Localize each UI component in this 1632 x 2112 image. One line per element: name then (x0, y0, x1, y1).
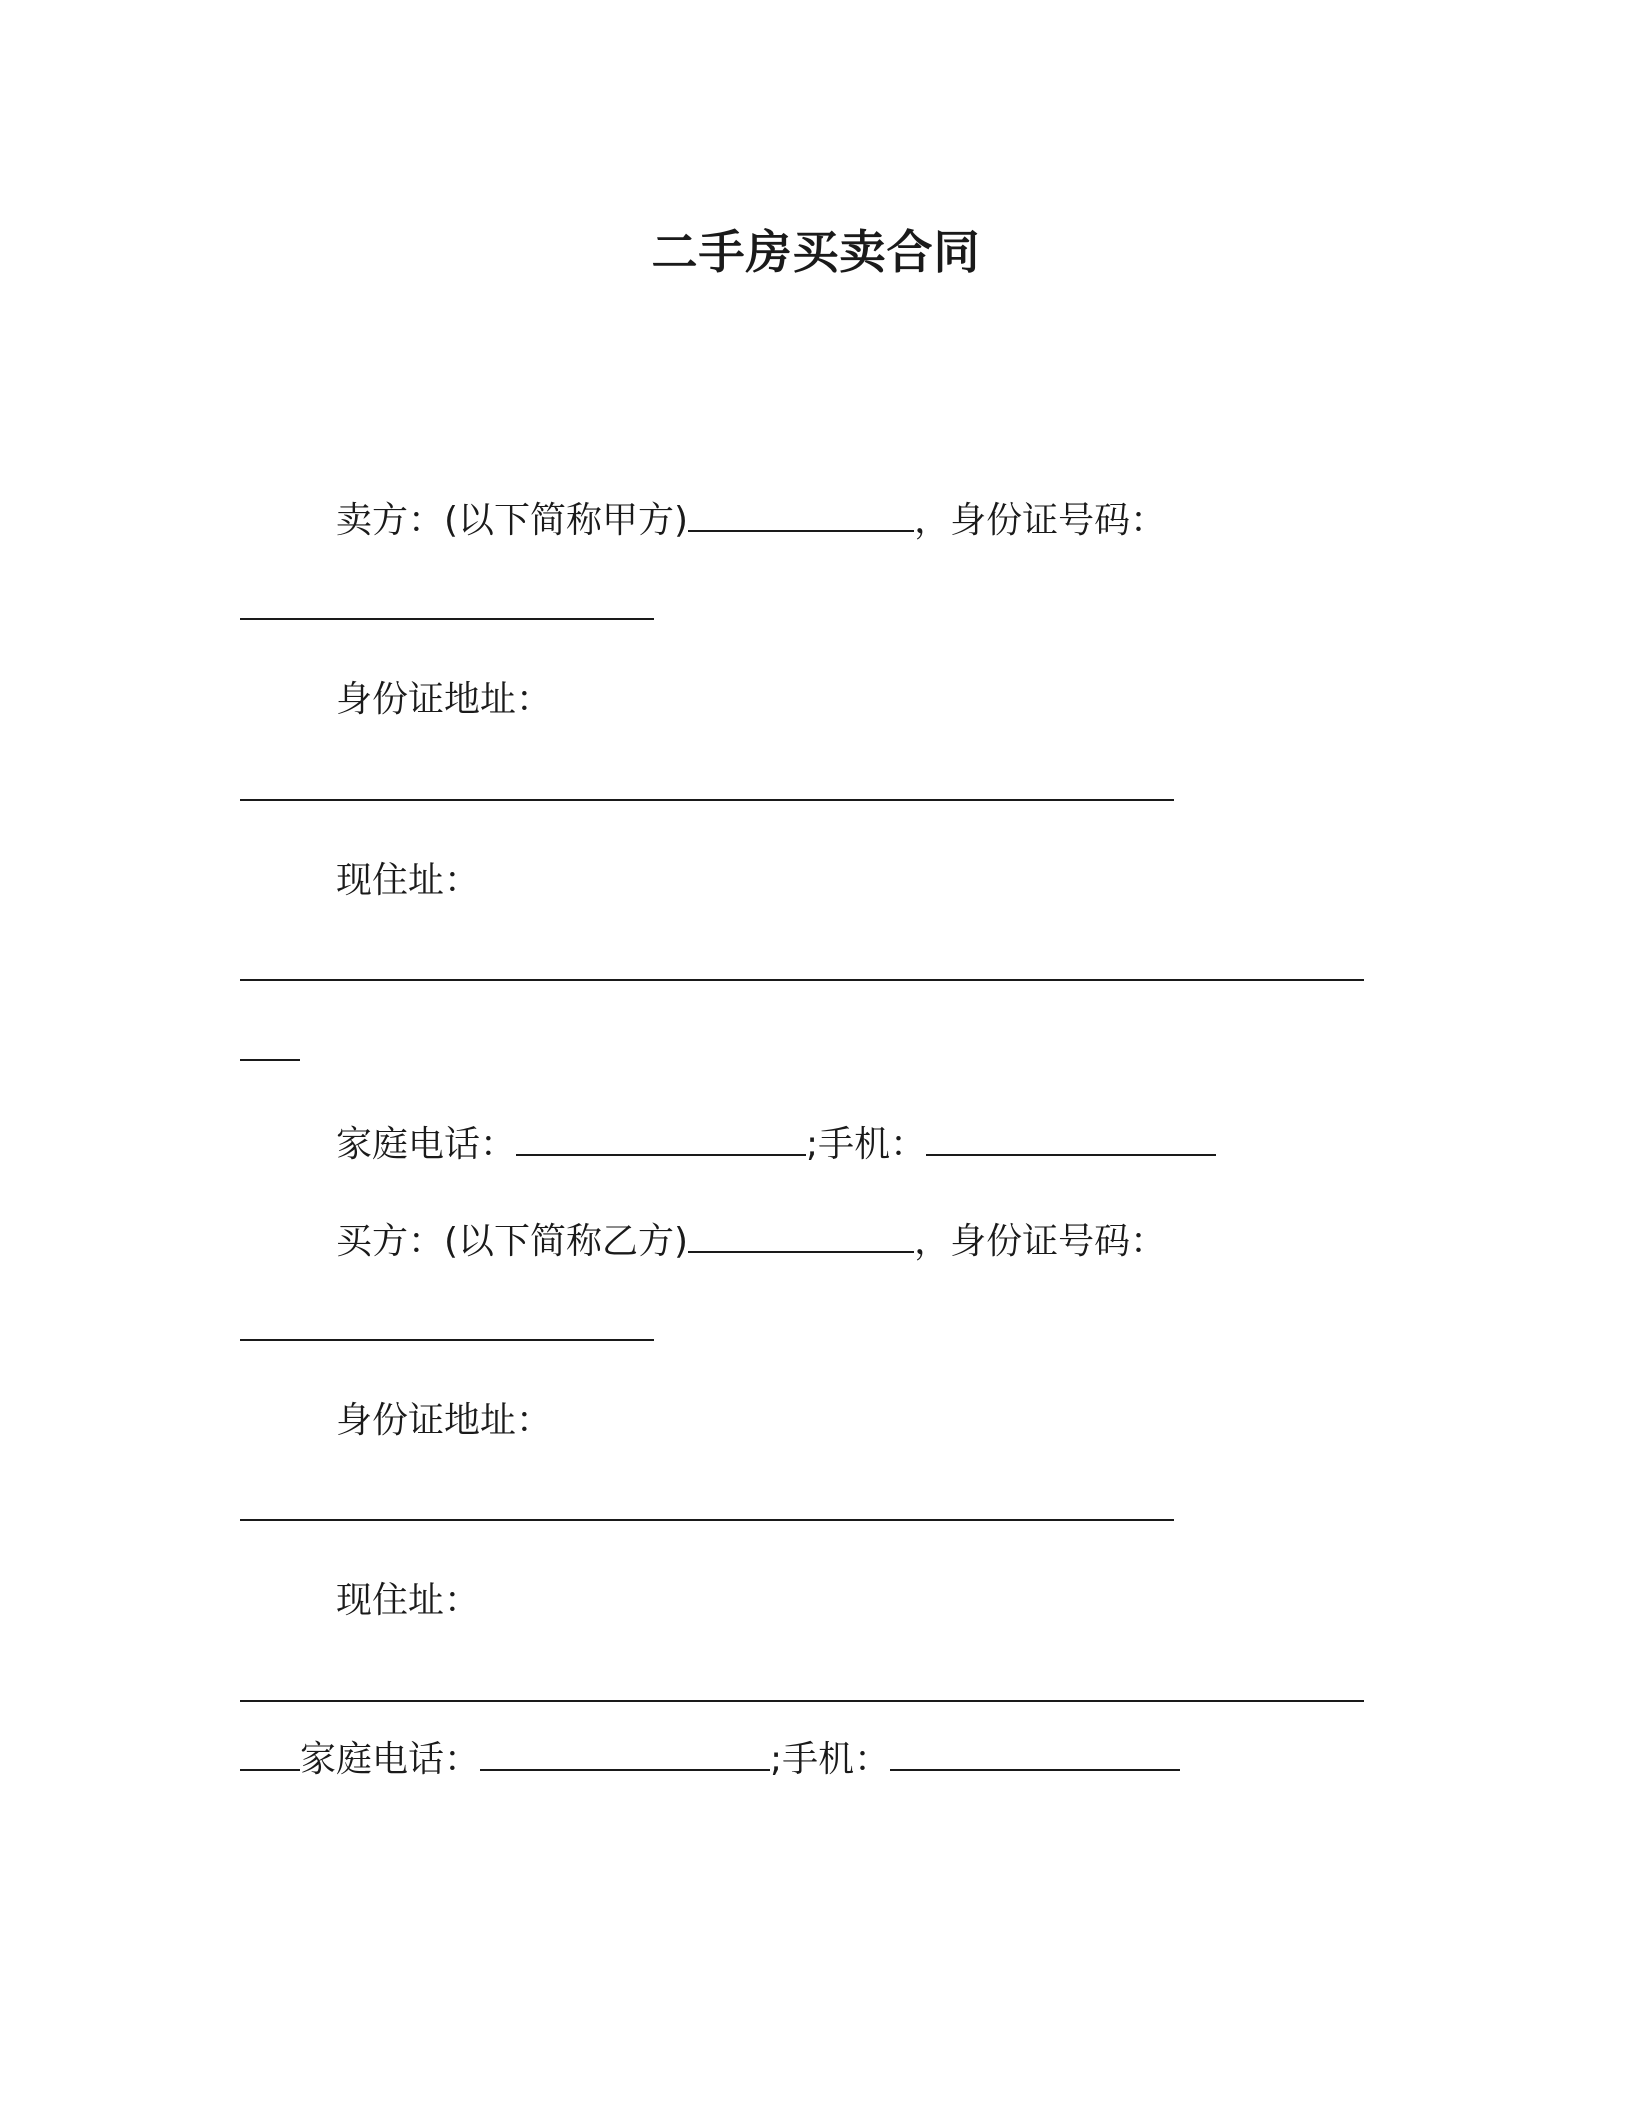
buyer-current-address-blank-cont[interactable] (240, 1735, 300, 1771)
seller-id-blank[interactable] (240, 618, 654, 620)
buyer-name-blank[interactable] (688, 1217, 914, 1253)
seller-id-address-blank[interactable] (240, 799, 1174, 801)
seller-current-address-blank[interactable] (240, 979, 1364, 981)
seller-home-phone-blank[interactable] (516, 1120, 806, 1156)
buyer-mobile-label: ;手机： (770, 1739, 891, 1780)
seller-id-label: ，身份证号码： (914, 500, 1167, 541)
buyer-home-phone-blank[interactable] (480, 1735, 770, 1771)
buyer-id-label: ，身份证号码： (914, 1221, 1167, 1262)
buyer-id-blank[interactable] (240, 1339, 654, 1341)
seller-current-address-label: 现住址： (336, 860, 481, 901)
seller-party-line (336, 496, 1166, 545)
buyer-phone-line (240, 1735, 1180, 1784)
buyer-party-label: 买方：(以下简称乙方) (336, 1221, 689, 1262)
buyer-id-address-label: 身份证地址： (336, 1400, 553, 1441)
buyer-current-address-label: 现住址： (336, 1580, 481, 1621)
buyer-mobile-blank[interactable] (890, 1735, 1180, 1771)
buyer-home-phone-label: 家庭电话： (300, 1739, 481, 1780)
seller-name-blank[interactable] (688, 496, 914, 532)
buyer-current-address-blank[interactable] (240, 1700, 1364, 1702)
seller-mobile-blank[interactable] (926, 1120, 1216, 1156)
buyer-id-address-blank[interactable] (240, 1519, 1174, 1521)
seller-current-address-blank-cont[interactable] (240, 1059, 300, 1061)
seller-party-label: 卖方：(以下简称甲方) (336, 500, 689, 541)
seller-phone-line (336, 1120, 1216, 1169)
seller-mobile-label: ;手机： (806, 1124, 927, 1165)
seller-id-address-label: 身份证地址： (336, 679, 553, 720)
buyer-party-line (336, 1217, 1166, 1266)
seller-home-phone-label: 家庭电话： (336, 1124, 517, 1165)
document-title: 二手房买卖合同 (651, 225, 981, 279)
